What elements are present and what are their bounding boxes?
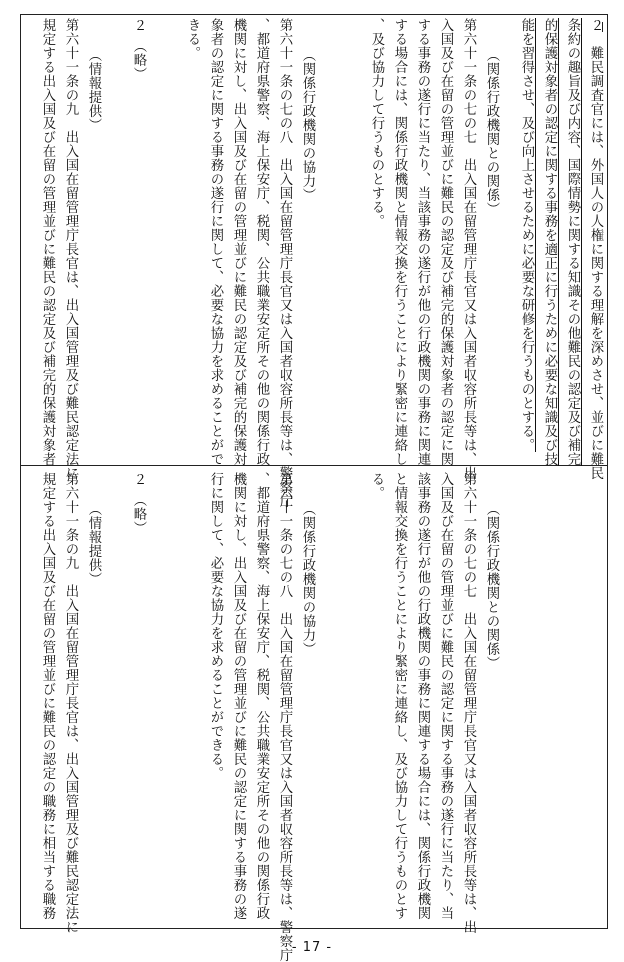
revised-line-15: 象者の認定に関する事務の遂行に関して、必要な協力を求めることがで	[208, 18, 223, 466]
current-line-11: 行に関して、必要な協力を求めることができる。	[208, 472, 223, 780]
revised-line-14: 機関に対し、出入国及び在留の管理並びに難民の認定及び補完的保護対	[231, 18, 246, 466]
page-number: - 17 -	[291, 940, 333, 955]
revised-line-16: きる。	[185, 18, 200, 60]
revised-heading-info: （情報提供）	[86, 48, 101, 132]
current-line-10: 機関に対し、出入国及び在留の管理並びに難民の認定に関する事務の遂	[231, 472, 246, 920]
current-heading-relations: （関係行政機関との関係）	[484, 502, 499, 670]
revised-line-9: する場合には、関係行政機関と情報交換を行うことにより緊密に連絡し	[392, 18, 407, 466]
current-line-4: 該事務の遂行が他の行政機関の事務に関連する場合には、関係行政機関	[415, 472, 430, 920]
revised-text-panel	[22, 18, 606, 508]
revised-line-20: 規定する出入国及び在留の管理並びに難民の認定及び補完的保護対象者	[40, 18, 55, 466]
revised-line-17: ２ （略）	[131, 18, 146, 82]
current-heading-cooperation: （関係行政機関の協力）	[300, 502, 315, 656]
revised-line-12: 第六十一条の七の八 出入国在留管理庁長官又は入国者収容所長等は、警察庁	[277, 18, 292, 508]
revised-heading-relations: （関係行政機関との関係）	[484, 48, 499, 216]
revised-line-13: 、都道府県警察、海上保安庁、税関、公共職業安定所その他の関係行政	[254, 18, 269, 466]
revised-line-2: 条約の趣旨及び内容、国際情勢に関する知識その他難民の認定及び補完	[565, 18, 580, 466]
current-line-15: 規定する出入国及び在留の管理並びに難民の認定の職務に相当する職務	[40, 472, 55, 920]
revised-line-1: ２ 難民調査官には、外国人の人権に関する理解を深めさせ、並びに難民	[588, 18, 603, 480]
revised-line-19: 第六十一条の九 出入国在留管理庁長官は、出入国管理及び難民認定法に	[63, 18, 78, 480]
current-line-2: 第六十一条の七の七 出入国在留管理庁長官又は入国者収容所長等は、出	[461, 472, 476, 934]
revised-heading-cooperation: （関係行政機関の協力）	[300, 48, 315, 202]
current-line-9: 、都道府県警察、海上保安庁、税関、公共職業安定所その他の関係行政	[254, 472, 269, 920]
current-line-12: ２ （略）	[131, 472, 146, 536]
revised-line-10: 、及び協力して行うものとする。	[369, 18, 384, 228]
current-line-6: る。	[369, 472, 384, 500]
current-line-5: と情報交換を行うことにより緊密に連絡し、及び協力して行うものとす	[392, 472, 407, 920]
current-line-14: 第六十一条の九 出入国在留管理庁長官は、出入国管理及び難民認定法に	[63, 472, 78, 934]
revised-line-7: 入国及び在留の管理並びに難民の認定及び補完的保護対象者の認定に関	[438, 18, 453, 466]
revised-line-8: する事務の遂行に当たり、当該事務の遂行が他の行政機関の事務に関連	[415, 18, 430, 466]
revised-line-3: 的保護対象者の認定に関する事務を適正に行うために必要な知識及び技	[542, 18, 557, 466]
current-line-3: 入国及び在留の管理並びに難民の認定に関する事務の遂行に当たり、当	[438, 472, 453, 920]
current-heading-info: （情報提供）	[86, 502, 101, 586]
revised-line-6: 第六十一条の七の七 出入国在留管理庁長官又は入国者収容所長等は、出	[461, 18, 476, 480]
revised-line-4: 能を習得させ、及び向上させるために必要な研修を行うものとする。	[519, 18, 534, 452]
current-line-8: 第六十一条の七の八 出入国在留管理庁長官又は入国者収容所長等は、警察庁	[277, 472, 292, 962]
